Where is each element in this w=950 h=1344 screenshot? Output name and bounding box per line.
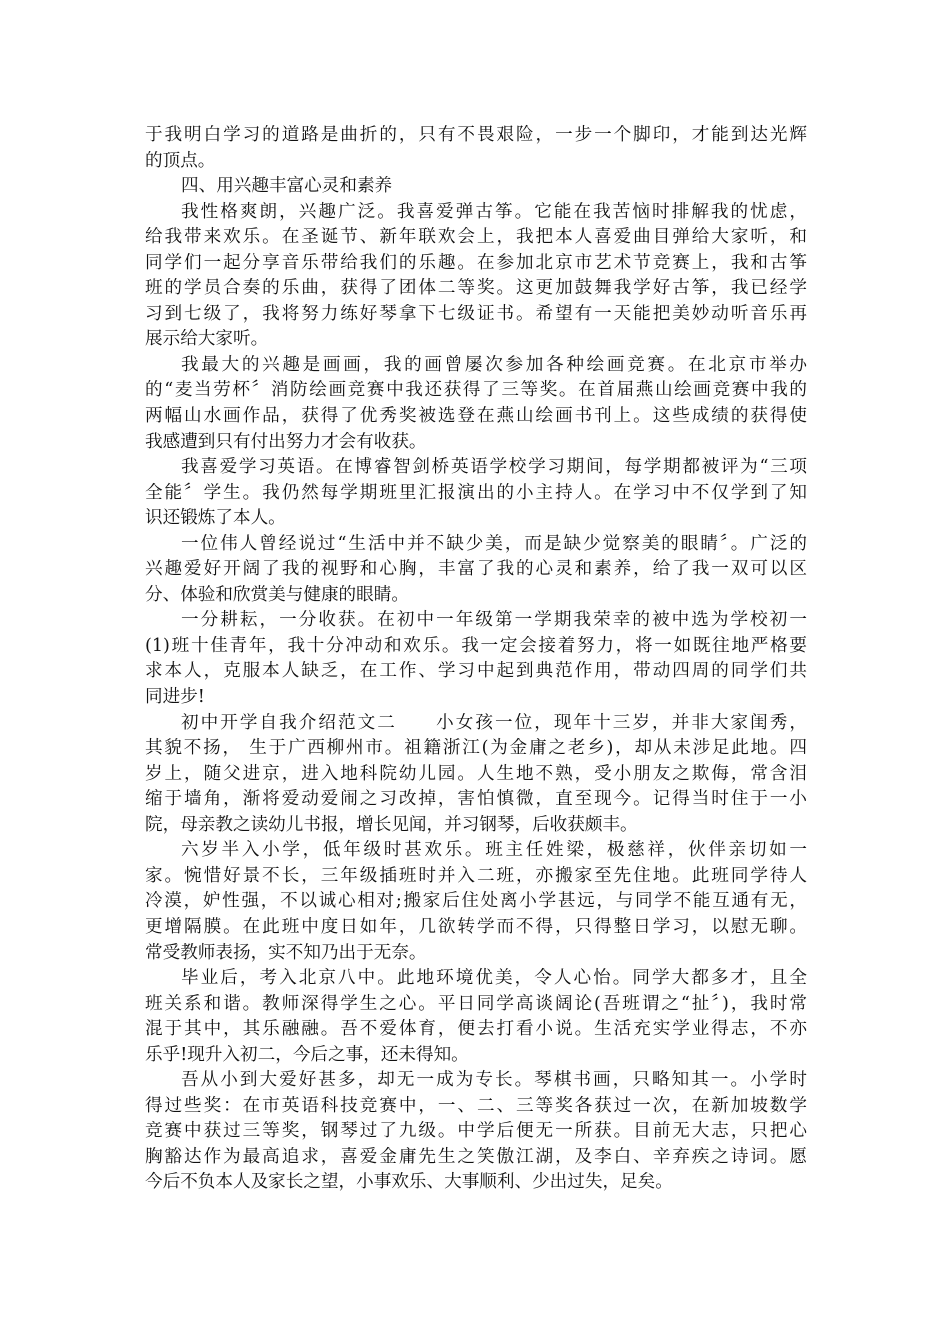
text-line: 吾从小到大爱好甚多，却无一成为专长。琴棋书画，只略知其一。小学时 (181, 1070, 807, 1091)
text-line: 其貌不扬， 生于广西柳州市。祖籍浙江(为金庸之老乡)，却从未涉足此地。四 (145, 738, 807, 759)
text-line: 我性格爽朗，兴趣广泛。我喜爱弹古筝。它能在我苦恼时排解我的忧虑， (181, 201, 807, 222)
document-body (145, 123, 807, 1196)
text-line: 全能〞学生。我仍然每学期班里汇报演出的小主持人。在学习中不仅学到了知 (145, 482, 807, 503)
text-line: 今后不负本人及家长之望，小事欢乐、大事顺利、少出过失，足矣。 (145, 1172, 673, 1193)
text-line: 兴趣爱好开阔了我的视野和心胸，丰富了我的心灵和素养，给了我一双可以区 (145, 559, 807, 580)
text-line: 竞赛中获过三等奖，钢琴过了九级。中学后便无一所获。目前无大志，只把心 (145, 1121, 807, 1142)
text-line: 的顶点。 (145, 150, 216, 171)
text-line: 求本人，克服本人缺乏，在工作、学习中起到典范作用，带动四周的同学们共 (145, 661, 807, 682)
text-line: 识还锻炼了本人。 (145, 508, 286, 529)
text-line: 缩于墙角，渐将爱动爱闹之习改掉，害怕慎微，直至现今。记得当时住于一小 (145, 789, 807, 810)
text-line: 初中开学自我介绍范文二 小女孩一位，现年十三岁，并非大家闺秀， (181, 712, 807, 733)
text-line: 一分耕耘，一分收获。在初中一年级第一学期我荣幸的被中选为学校初一 (181, 610, 807, 631)
text-line: 岁上，随父进京，进入地科院幼儿园。人生地不熟，受小朋友之欺侮，常含泪 (145, 763, 807, 784)
text-line: 于我明白学习的道路是曲折的，只有不畏艰险，一步一个脚印，才能到达光辉 (145, 125, 807, 145)
text-line: 乐乎!现升入初二，今后之事，还未得知。 (145, 1044, 469, 1065)
text-line: 给我带来欢乐。在圣诞节、新年联欢会上，我把本人喜爱曲目弹给大家听，和 (145, 227, 807, 248)
text-line: 四、用兴趣丰富心灵和素养 (181, 176, 393, 197)
text-line: 常受教师表扬，实不知乃出于无奈。 (145, 942, 427, 963)
text-line: (1)班十佳青年，我十分冲动和欢乐。我一定会接着努力，将一如既往地严格要 (145, 635, 807, 656)
text-line: 习到七级了，我将努力练好琴拿下七级证书。希望有一天能把美妙动听音乐再 (145, 303, 807, 324)
text-line: 两幅山水画作品，获得了优秀奖被选登在燕山绘画书刊上。这些成绩的获得使 (145, 406, 807, 427)
text-line: 班关系和谐。教师深得学生之心。平日同学高谈阔论(吾班谓之“扯〞)，我时常 (145, 993, 807, 1014)
text-line: 六岁半入小学，低年级时甚欢乐。班主任姓梁，极慈祥，伙伴亲切如一 (181, 840, 807, 861)
text-line: 家。惋惜好景不长，三年级插班时并入二班，亦搬家至先住地。此班同学待人 (145, 865, 807, 886)
text-line: 院，母亲教之读幼儿书报，增长见闻，并习钢琴，后收获颇丰。 (145, 814, 638, 835)
text-line: 毕业后，考入北京八中。此地环境优美，令人心怡。同学大都多才，且全 (181, 968, 807, 989)
text-line: 分、体验和欣赏美与健康的眼睛。 (145, 584, 409, 605)
text-line: 我最大的兴趣是画画，我的画曾屡次参加各种绘画竞赛。在北京市举办 (181, 354, 807, 375)
text-line: 展示给大家听。 (145, 329, 269, 350)
text-line: 同学们一起分享音乐带给我们的乐趣。在参加北京市艺术节竞赛上，我和古筝 (145, 252, 807, 273)
text-line: 我喜爱学习英语。在博睿智剑桥英语学校学习期间，每学期都被评为“三项 (181, 457, 807, 478)
text-line: 我感遭到只有付出努力才会有收获。 (145, 431, 427, 452)
text-line: 混于其中，其乐融融。吾不爱体育，便去打看小说。生活充实学业得志，不亦 (145, 1019, 807, 1040)
text-line: 班的学员合奏的乐曲，获得了团体二等奖。这更加鼓舞我学好古筝，我已经学 (145, 278, 807, 299)
text-line: 胸豁达作为最高追求，喜爱金庸先生之笑傲江湖，及李白、辛弃疾之诗词。愿 (145, 1146, 807, 1167)
text-line: 的“麦当劳杯〞消防绘画竞赛中我还获得了三等奖。在首届燕山绘画竞赛中我的 (145, 380, 807, 401)
text-line: 得过些奖：在市英语科技竞赛中，一、二、三等奖各获过一次，在新加坡数学 (145, 1095, 807, 1116)
text-line: 更增隔膜。在此班中度日如年，几欲转学而不得，只得整日学习，以慰无聊。 (145, 916, 807, 937)
text-line: 冷漠，妒性强，不以诚心相对;搬家后住处离小学甚远，与同学不能互通有无， (145, 891, 807, 912)
text-line: 同进步! (145, 687, 205, 708)
text-line: 一位伟人曾经说过“生活中并不缺少美，而是缺少觉察美的眼睛〞。广泛的 (181, 533, 807, 554)
